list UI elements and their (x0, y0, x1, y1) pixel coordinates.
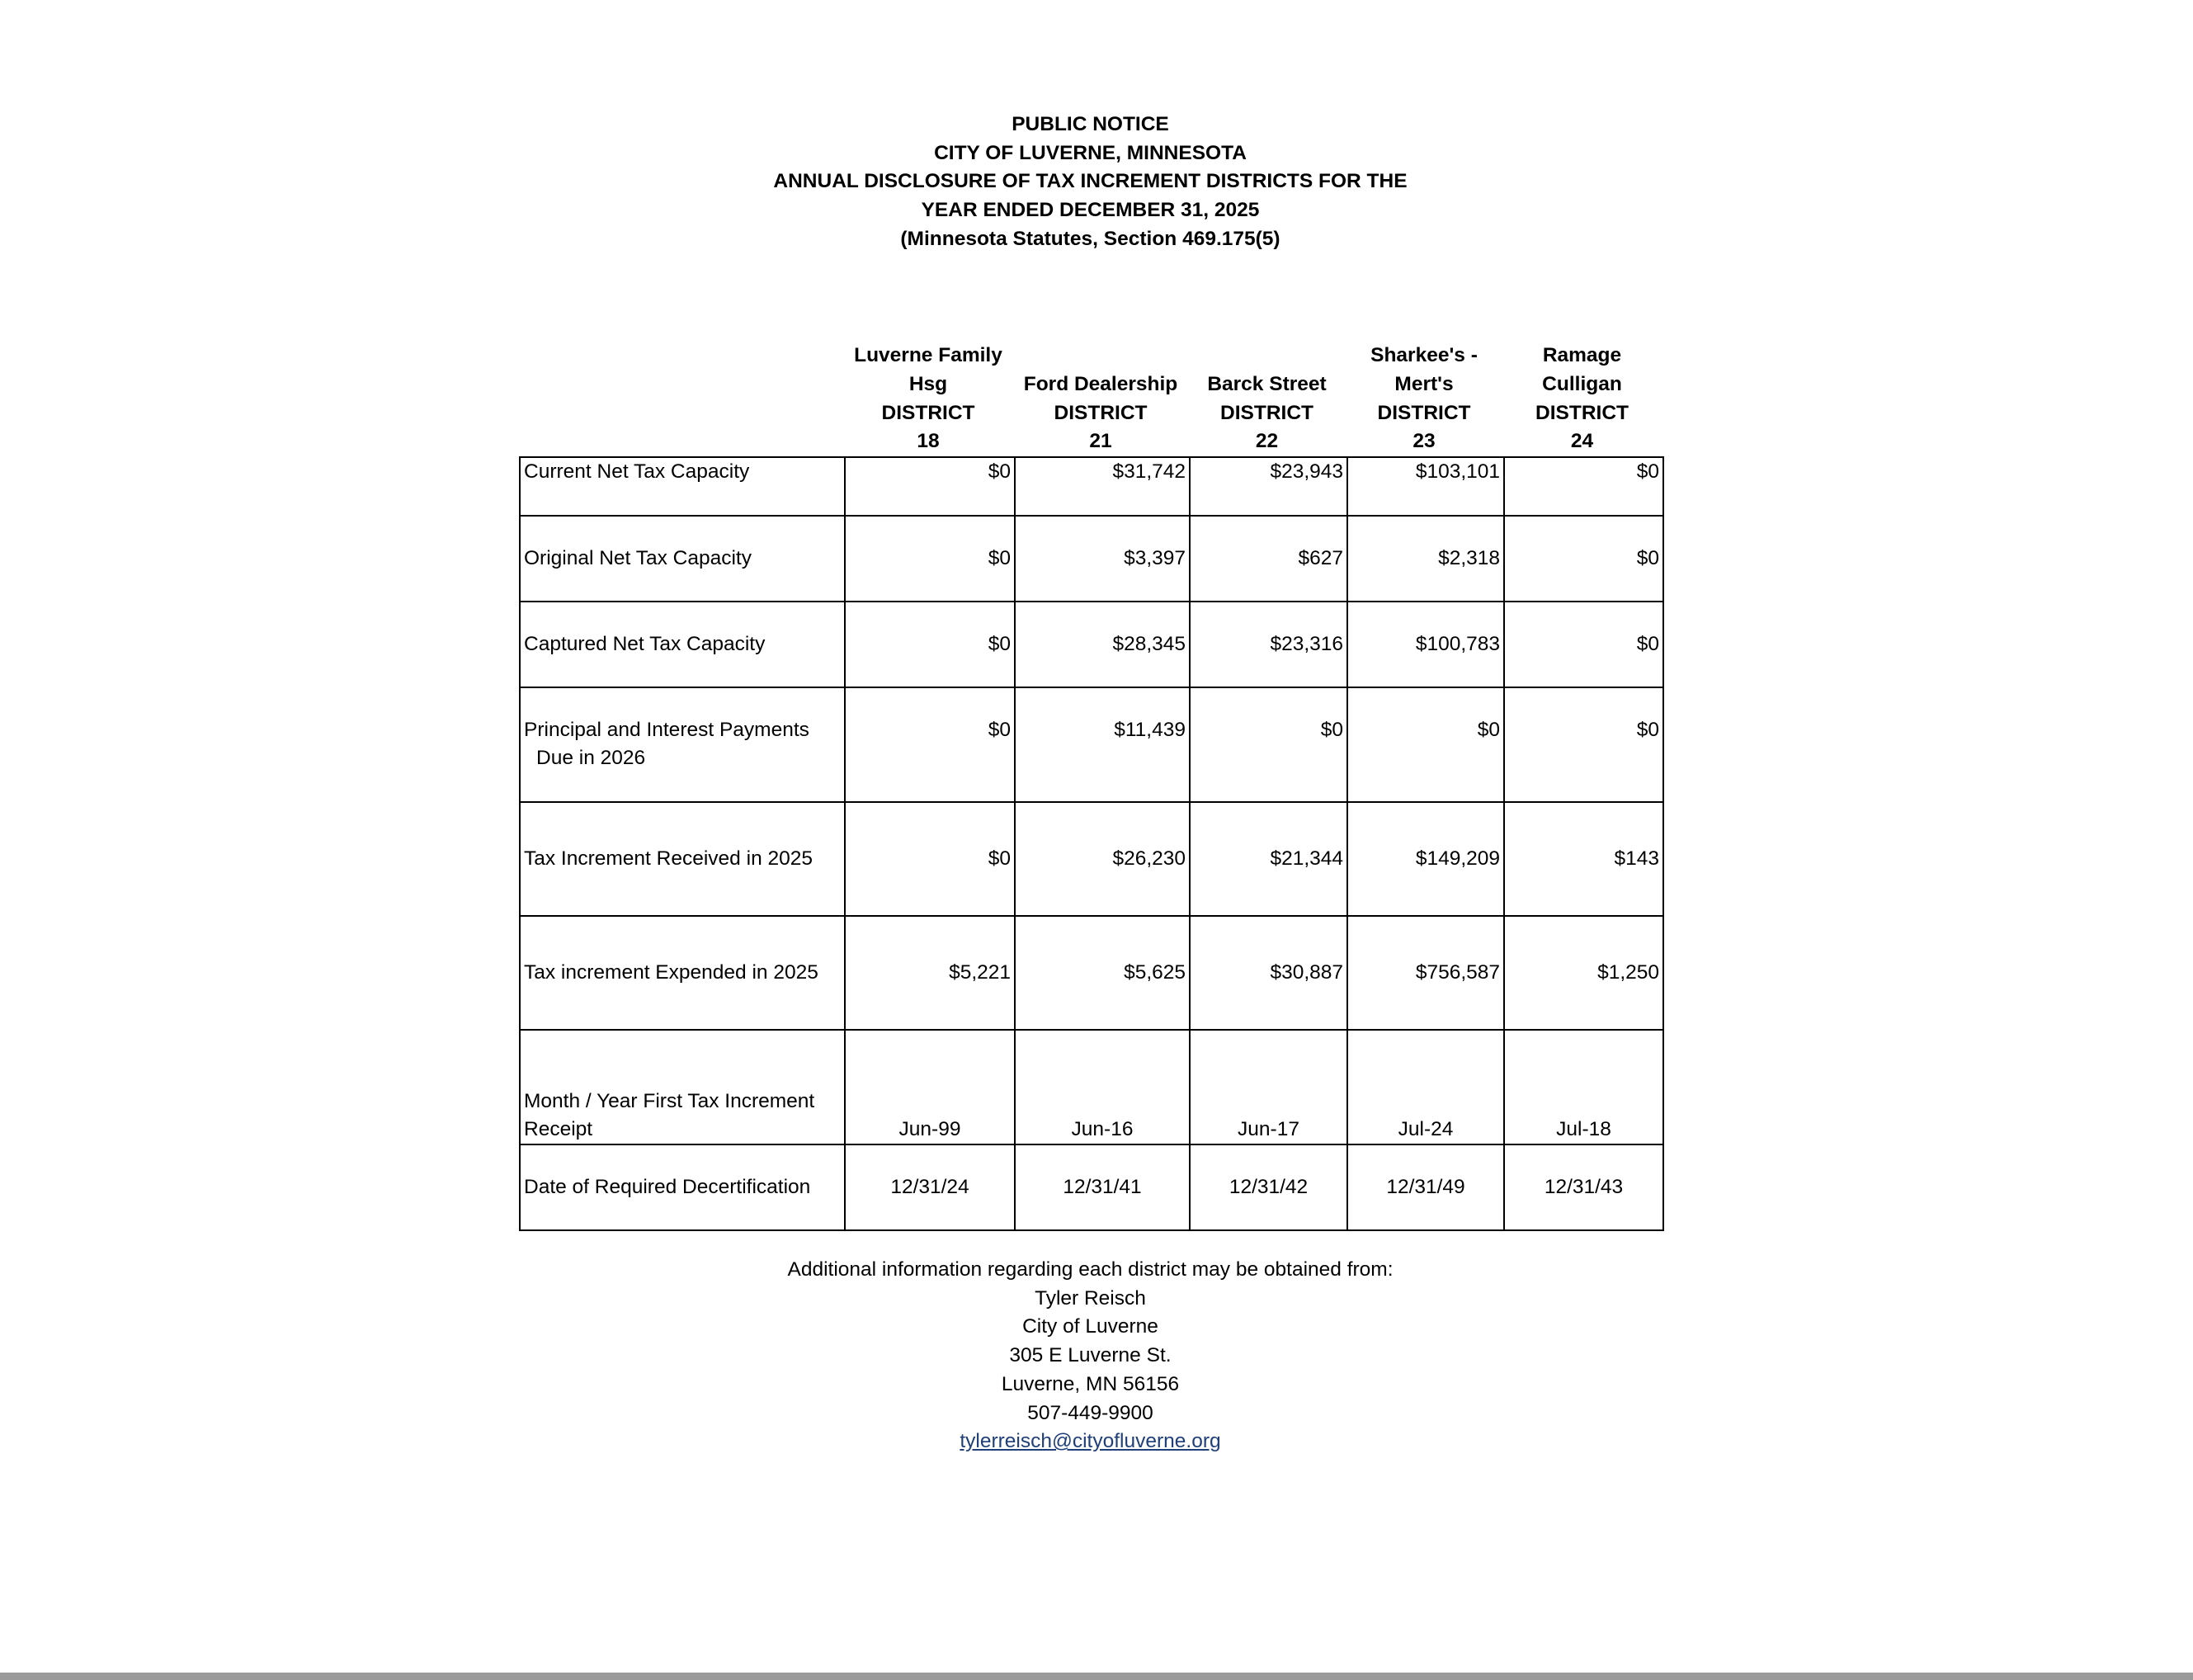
contact-intro: Additional information regarding each district may be obtained from: (787, 1258, 1394, 1281)
table-cell: $0 (845, 802, 1015, 916)
page-bottom-bar (0, 1673, 2193, 1680)
table-cell: $5,625 (1015, 916, 1190, 1030)
table-cell: $0 (845, 602, 1015, 687)
row-label-original-net-tax-capacity: Original Net Tax Capacity (520, 516, 845, 602)
row-label-tax-increment-expended: Tax increment Expended in 2025 (520, 916, 845, 1030)
row-label-tax-increment-received: Tax Increment Received in 2025 (520, 802, 845, 916)
title-line-statute: (Minnesota Statutes, Section 469.175(5) (900, 227, 1280, 250)
table-cell: $3,397 (1015, 516, 1190, 602)
table-cell: $103,101 (1347, 457, 1504, 516)
table-cell: $756,587 (1347, 916, 1504, 1030)
table-row (520, 457, 1663, 516)
table-cell: $31,742 (1015, 457, 1190, 516)
table-row (520, 916, 1663, 1030)
table-cell: $28,345 (1015, 602, 1190, 687)
table-cell: Jun-99 (845, 1030, 1015, 1144)
column-header-district-23: Sharkee's - Mert's DISTRICT 23 (1370, 344, 1478, 453)
title-line-city: CITY OF LUVERNE, MINNESOTA (934, 141, 1247, 164)
table-cell: $0 (1504, 457, 1663, 516)
table-cell: Jun-17 (1190, 1030, 1347, 1144)
table-cell: $0 (845, 516, 1015, 602)
table-row (520, 1030, 1663, 1144)
column-header-district-22: Barck Street DISTRICT 22 (1207, 372, 1327, 453)
contact-phone: 507-449-9900 (1027, 1401, 1153, 1424)
table-cell: 12/31/43 (1504, 1144, 1663, 1230)
table-cell: 12/31/49 (1347, 1144, 1504, 1230)
table-cell: $26,230 (1015, 802, 1190, 916)
contact-address: 305 E Luverne St. (1009, 1344, 1172, 1367)
title-line-disclosure: ANNUAL DISCLOSURE OF TAX INCREMENT DISTRICTS FOR THE (773, 170, 1408, 193)
title-line-year: YEAR ENDED DECEMBER 31, 2025 (921, 199, 1260, 222)
row-label-first-tax-increment-receipt: Month / Year First Tax Increment Receipt (520, 1030, 845, 1144)
table-cell: Jun-16 (1015, 1030, 1190, 1144)
table-cell: $100,783 (1347, 602, 1504, 687)
column-header-district-24: Ramage Culligan DISTRICT 24 (1535, 344, 1629, 453)
table-row (520, 1144, 1663, 1230)
contact-info (0, 1256, 2181, 1456)
table-cell: Jul-24 (1347, 1030, 1504, 1144)
table-cell: 12/31/24 (845, 1144, 1015, 1230)
title-line-public-notice: PUBLIC NOTICE (1012, 113, 1169, 135)
column-header-district-21: Ford Dealership DISTRICT 21 (1023, 372, 1178, 453)
contact-name: Tyler Reisch (1035, 1286, 1146, 1310)
table-cell: $23,943 (1190, 457, 1347, 516)
row-label-current-net-tax-capacity: Current Net Tax Capacity (520, 457, 845, 516)
tax-increment-table (519, 456, 1664, 1231)
table-cell: $11,439 (1015, 687, 1190, 802)
column-header-district-18: Luverne Family Hsg DISTRICT 18 (854, 344, 1002, 453)
contact-email-link[interactable]: tylerreisch@cityofluverne.org (960, 1430, 1221, 1453)
table-cell: $143 (1504, 802, 1663, 916)
notice-title (0, 111, 2181, 254)
table-cell: $0 (845, 687, 1015, 802)
table-cell: $149,209 (1347, 802, 1504, 916)
table-cell: Jul-18 (1504, 1030, 1663, 1144)
table-cell: $21,344 (1190, 802, 1347, 916)
row-label-principal-interest-payments: Principal and Interest Payments Due in 2026 (520, 687, 845, 802)
row-label-captured-net-tax-capacity: Captured Net Tax Capacity (520, 602, 845, 687)
table-cell: $0 (1504, 687, 1663, 802)
table-row (520, 802, 1663, 916)
table-cell: $0 (1504, 516, 1663, 602)
table-row (520, 687, 1663, 802)
row-label-required-decertification: Date of Required Decertification (520, 1144, 845, 1230)
contact-city: Luverne, MN 56156 (1001, 1372, 1180, 1395)
contact-organization: City of Luverne (1022, 1315, 1158, 1338)
table-cell: $2,318 (1347, 516, 1504, 602)
table-cell: $627 (1190, 516, 1347, 602)
table-cell: 12/31/42 (1190, 1144, 1347, 1230)
table-cell: 12/31/41 (1015, 1144, 1190, 1230)
table-cell: $0 (1504, 602, 1663, 687)
table-cell: $30,887 (1190, 916, 1347, 1030)
table-row (520, 516, 1663, 602)
table-cell: $1,250 (1504, 916, 1663, 1030)
table-cell: $23,316 (1190, 602, 1347, 687)
table-cell: $0 (1190, 687, 1347, 802)
table-cell: $0 (845, 457, 1015, 516)
table-row (520, 602, 1663, 687)
table-cell: $5,221 (845, 916, 1015, 1030)
table-cell: $0 (1347, 687, 1504, 802)
